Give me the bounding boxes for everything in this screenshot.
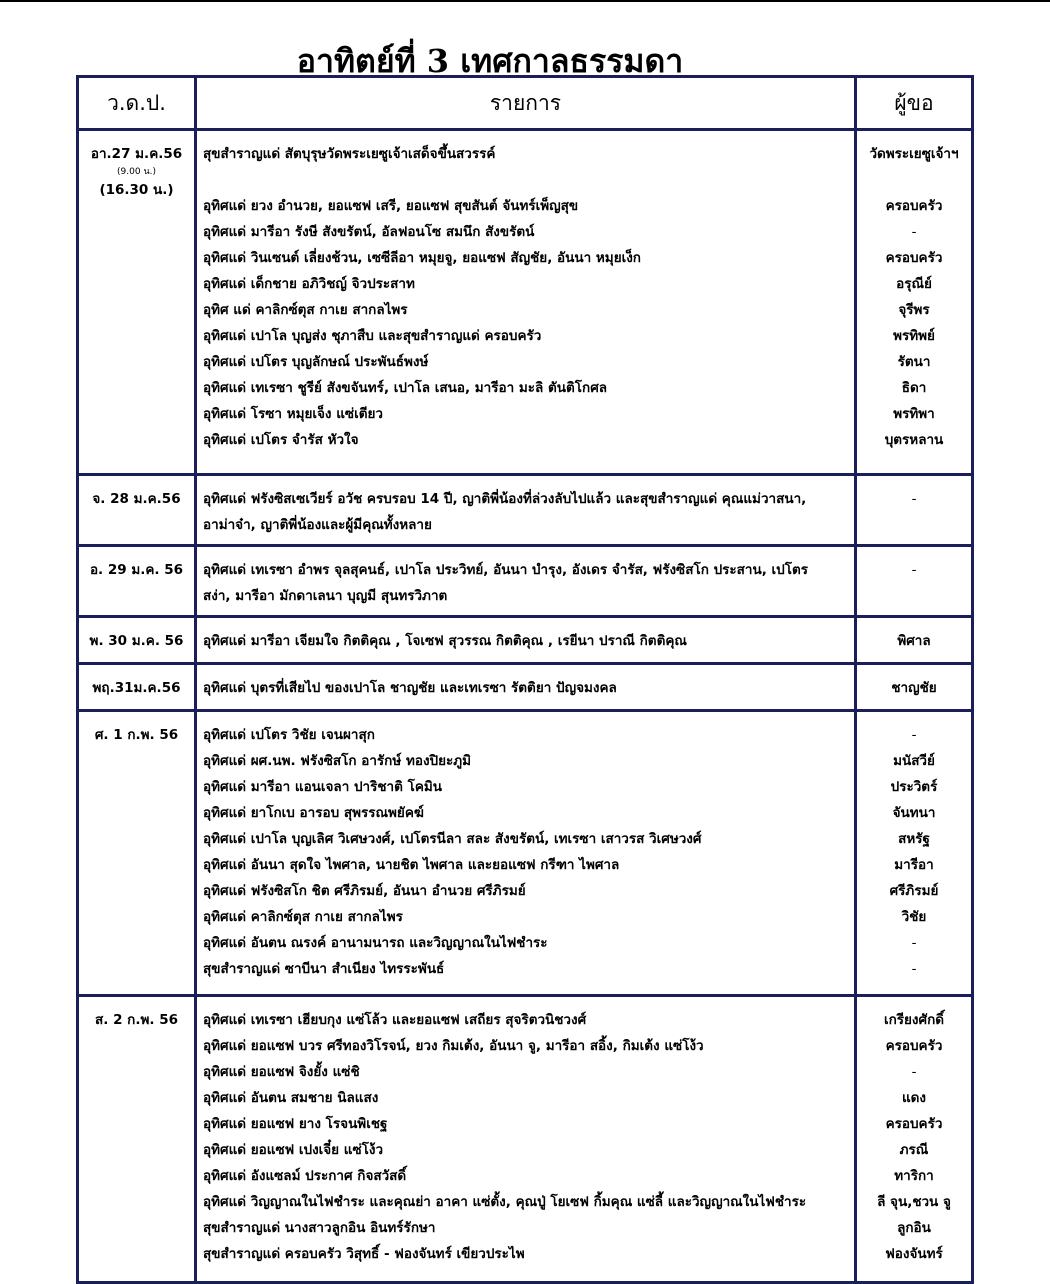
list-item: อุทิศแด่ เปโตร บุญลักษณ์ ประพันธ์พงษ์ — [203, 354, 429, 370]
list-item: สง่า, มารีอา มักดาเลนา บุญมี สุนทรวิภาต — [203, 588, 448, 604]
requester-cell — [856, 996, 973, 1283]
requester-name: รัตนา — [897, 354, 931, 370]
items-cell — [196, 475, 856, 546]
date-text: อา.27 ม.ค.56 — [90, 146, 183, 162]
list-item — [203, 167, 850, 193]
requester-name: ชาญชัย — [891, 680, 937, 696]
table-row — [78, 617, 973, 664]
requester-name: - — [911, 961, 917, 977]
date-text: พ. 30 ม.ค. 56 — [89, 633, 184, 649]
list-item: อุทิศแด่ เทเรซา ชูรีย์ สังขจันทร์, เปาโล เสนอ, มารีอา มะลิ ตันติโกศล — [203, 380, 608, 396]
requester-name: ครอบครัว — [885, 1038, 943, 1054]
list-item: อุทิศแด่ ฟรังซิสโก ชิต ศรีภิรมย์, อันนา อำนวย ศรีภิรมย์ — [203, 883, 526, 899]
requester-name: พิศาล — [897, 633, 931, 649]
list-item: อุทิศแด่ คาลิกซ์ตุส กาเย สากลไพร — [203, 909, 403, 925]
requester-cell — [856, 130, 973, 475]
requester-name: ลี จุน,ชวน จู — [877, 1194, 951, 1210]
requester-name: อรุณีย์ — [896, 276, 932, 292]
requester-name: - — [911, 491, 917, 507]
page-title: อาทิตย์ที่ 3 เทศกาลธรรมดา — [296, 42, 684, 80]
requester-name: - — [911, 727, 917, 743]
items-cell — [196, 711, 856, 996]
requester-cell — [856, 546, 973, 617]
list-item: อุทิศแด่ ยอแซฟ ยาง โรจนพิเชฐ — [203, 1116, 388, 1132]
list-item: อุทิศแด่ เปโตร วิชัย เจนผาสุก — [203, 727, 375, 743]
date-cell — [78, 617, 196, 664]
requester-name: - — [911, 224, 917, 240]
requester-name: - — [911, 562, 917, 578]
table-row — [78, 664, 973, 711]
list-item: อุทิศ แด่ คาลิกซ์ตุส กาเย สากลไพร — [203, 302, 408, 318]
list-item: อุทิศแด่ อันตน ณรงค์ อานามนารถ และวิญญาณในไฟชำระ — [203, 935, 548, 951]
items-cell — [196, 996, 856, 1283]
date-cell — [78, 546, 196, 617]
list-item: อุทิศแด่ เปาโล บุญส่ง ชุภาสืบ และสุขสำราญแด่ ครอบครัว — [203, 328, 542, 344]
date-text: ส. 2 ก.พ. 56 — [95, 1012, 178, 1028]
requester-name: ธิดา — [901, 380, 927, 396]
list-item: อุทิศแด่ ยอแซฟ จิงยั้ง แซ่ชิ — [203, 1064, 360, 1080]
list-item: อุทิศแด่ อันนา สุดใจ ไพศาล, นายชิต ไพศาล และยอแซฟ กรีฑา ไพศาล — [203, 857, 620, 873]
requester-name: แดง — [901, 1090, 927, 1106]
requester-name: จันทนา — [892, 805, 936, 821]
requester-name: มารีอา — [894, 857, 934, 873]
table-row — [78, 475, 973, 546]
header-date: ว.ด.ป. — [78, 77, 196, 130]
schedule-body — [78, 130, 973, 1283]
list-item: สุขสำราญแด่ สัตบุรุษวัดพระเยซูเจ้าเสด็จขึ้นสวรรค์ — [203, 146, 496, 162]
list-item: อุทิศแด่ เทเรซา เฮียบกุง แซ่โล้ว และยอแซฟ เสถียร สุจริตวนิชวงศ์ — [203, 1012, 587, 1028]
table-row — [78, 996, 973, 1283]
list-item: อุทิศแด่ มารีอา แอนเจลา ปาริชาติ โคมิน — [203, 779, 442, 795]
schedule-table — [76, 75, 974, 1284]
items-cell — [196, 664, 856, 711]
requester-name — [861, 512, 967, 538]
header-items: รายการ — [196, 77, 856, 130]
date-text: (9.00 น.) — [117, 167, 156, 177]
requester-name: - — [911, 1064, 917, 1080]
list-item: อุทิศแด่ ยาโกเบ อารอบ สุพรรณพยัคฆ์ — [203, 805, 424, 821]
list-item: อุทิศแด่ โรซา หมุยเจ็ง แซ่เตียว — [203, 406, 383, 422]
requester-name: พรทิพา — [893, 406, 935, 422]
list-item: อุทิศแด่ เด็กชาย อภิวิชญ์ จิวประสาท — [203, 276, 415, 292]
requester-name: ประวิตร์ — [890, 779, 938, 795]
list-item: อาม่าจ๋า, ญาติพี่น้องและผู้มีคุณทั้งหลาย — [203, 517, 432, 533]
requester-name: ครอบครัว — [885, 250, 943, 266]
requester-cell — [856, 711, 973, 996]
list-item: อุทิศแด่ มารีอา เจียมใจ กิตติคุณ , โจเซฟ สุวรรณ กิตติคุณ , เรยีนา ปราณี กิตติคุณ — [203, 633, 687, 649]
requester-name: ฟองจันทร์ — [885, 1246, 943, 1262]
list-item: อุทิศแด่ ยวง อำนวย, ยอแซฟ เสรี, ยอแซฟ สุขสันต์ จันทร์เพ็ญสุข — [203, 198, 579, 214]
requester-cell — [856, 617, 973, 664]
requester-name: ทาริกา — [894, 1168, 934, 1184]
requester-cell — [856, 475, 973, 546]
date-text: (16.30 น.) — [99, 182, 174, 198]
list-item: อุทิศแด่ อังแซลม์ ประกาศ กิจสวัสดิ์ — [203, 1168, 407, 1184]
date-text: พฤ.31ม.ค.56 — [92, 680, 181, 696]
requester-name: ครอบครัว — [885, 1116, 943, 1132]
date-text: อ. 29 ม.ค. 56 — [89, 562, 184, 578]
requester-name: เกรียงศักดิ์ — [883, 1012, 945, 1028]
requester-name: พรทิพย์ — [893, 328, 935, 344]
top-rule — [0, 0, 1050, 2]
table-row — [78, 130, 973, 475]
list-item: อุทิศแด่ ผศ.นพ. ฟรังซิสโก อารักษ์ ทองปิยะภูมิ — [203, 753, 472, 769]
date-cell — [78, 130, 196, 475]
requester-name: - — [911, 935, 917, 951]
items-cell — [196, 130, 856, 475]
table-row — [78, 711, 973, 996]
requester-cell — [856, 664, 973, 711]
list-item: สุขสำราญแด่ นางสาวลูกอิน อินทร์รักษา — [203, 1220, 436, 1236]
requester-name: บุตรหลาน — [884, 432, 944, 448]
list-item: อุทิศแด่ วินเซนต์ เลี่ยงช้วน, เซซีลีอา หมุยจู, ยอแซฟ สัญชัย, อันนา หมุยเง็ก — [203, 250, 641, 266]
list-item: อุทิศแด่ บุตรที่เสียไป ของเปาโล ชาญชัย และเทเรซา รัตติยา ปัญจมงคล — [203, 680, 617, 696]
requester-name: ครอบครัว — [885, 198, 943, 214]
requester-name: จุรีพร — [898, 302, 930, 318]
list-item: สุขสำราญแด่ ครอบครัว วิสุทธิ์ - ฟองจันทร์ เขียวประไพ — [203, 1246, 525, 1262]
requester-name: วิชัย — [901, 909, 927, 925]
list-item: สุขสำราญแด่ ซาบีนา สำเนียง ไทรระพันธ์ — [203, 961, 445, 977]
date-cell — [78, 996, 196, 1283]
table-row — [78, 546, 973, 617]
list-item: อุทิศแด่ อันตน สมชาย นิลแสง — [203, 1090, 379, 1106]
date-cell — [78, 711, 196, 996]
date-text: ศ. 1 ก.พ. 56 — [94, 727, 179, 743]
list-item: อุทิศแด่ วิญญาณในไฟชำระ และคุณย่า อาคา แซ่ตั้ง, คุณปู่ โยเซฟ กิ้มคุณ แซ่ลี้ และวิญญาณในไฟชำระ — [203, 1194, 807, 1210]
list-item: อุทิศแด่ ยอแซฟ เปงเจี๋ย แซ่โง้ว — [203, 1142, 384, 1158]
requester-name: ศรีภิรมย์ — [889, 883, 939, 899]
requester-name — [861, 583, 967, 609]
date-cell — [78, 475, 196, 546]
items-cell — [196, 546, 856, 617]
date-cell — [78, 664, 196, 711]
list-item: อุทิศแด่ เทเรซา อำพร จุลสุคนธ์, เปาโล ประวิทย์, อันนา บำรุง, อังเดร จำรัส, ฟรังซิสโก ประสาน, เปโตร — [203, 562, 808, 578]
items-cell — [196, 617, 856, 664]
header-requester: ผู้ขอ — [856, 77, 973, 130]
requester-name: สหรัฐ — [898, 831, 930, 847]
requester-name — [861, 167, 967, 193]
date-text: จ. 28 ม.ค.56 — [92, 491, 181, 507]
requester-name: ภรณี — [899, 1142, 929, 1158]
list-item: อุทิศแด่ เปโตร จำรัส หัวใจ — [203, 432, 359, 448]
list-item: อุทิศแด่ มารีอา รังษี สังขรัตน์, อัลฟอนโซ สมนึก สังขรัตน์ — [203, 224, 535, 240]
list-item: อุทิศแด่ ฟรังซิสเซเวียร์ อวัช ครบรอบ 14 ปี, ญาติพี่น้องที่ล่วงลับไปแล้ว และสุขสำราญแด่ คุณแม่วาสนา, — [203, 491, 807, 507]
requester-name: มนัสวีย์ — [893, 753, 935, 769]
list-item: อุทิศแด่ เปาโล บุญเลิศ วิเศษวงศ์, เปโตรนีลา สละ สังขรัตน์, เทเรซา เสาวรส วิเศษวงศ์ — [203, 831, 702, 847]
requester-name: วัดพระเยซูเจ้าฯ — [869, 146, 959, 162]
header-row — [78, 77, 973, 130]
requester-name: ลูกอิน — [897, 1220, 931, 1236]
list-item: อุทิศแด่ ยอแซฟ บวร ศรีทองวิโรจน์, ยวง กิมเต้ง, อันนา จู, มารีอา สอิ้ง, กิมเต้ง แซ่โง้ว — [203, 1038, 704, 1054]
